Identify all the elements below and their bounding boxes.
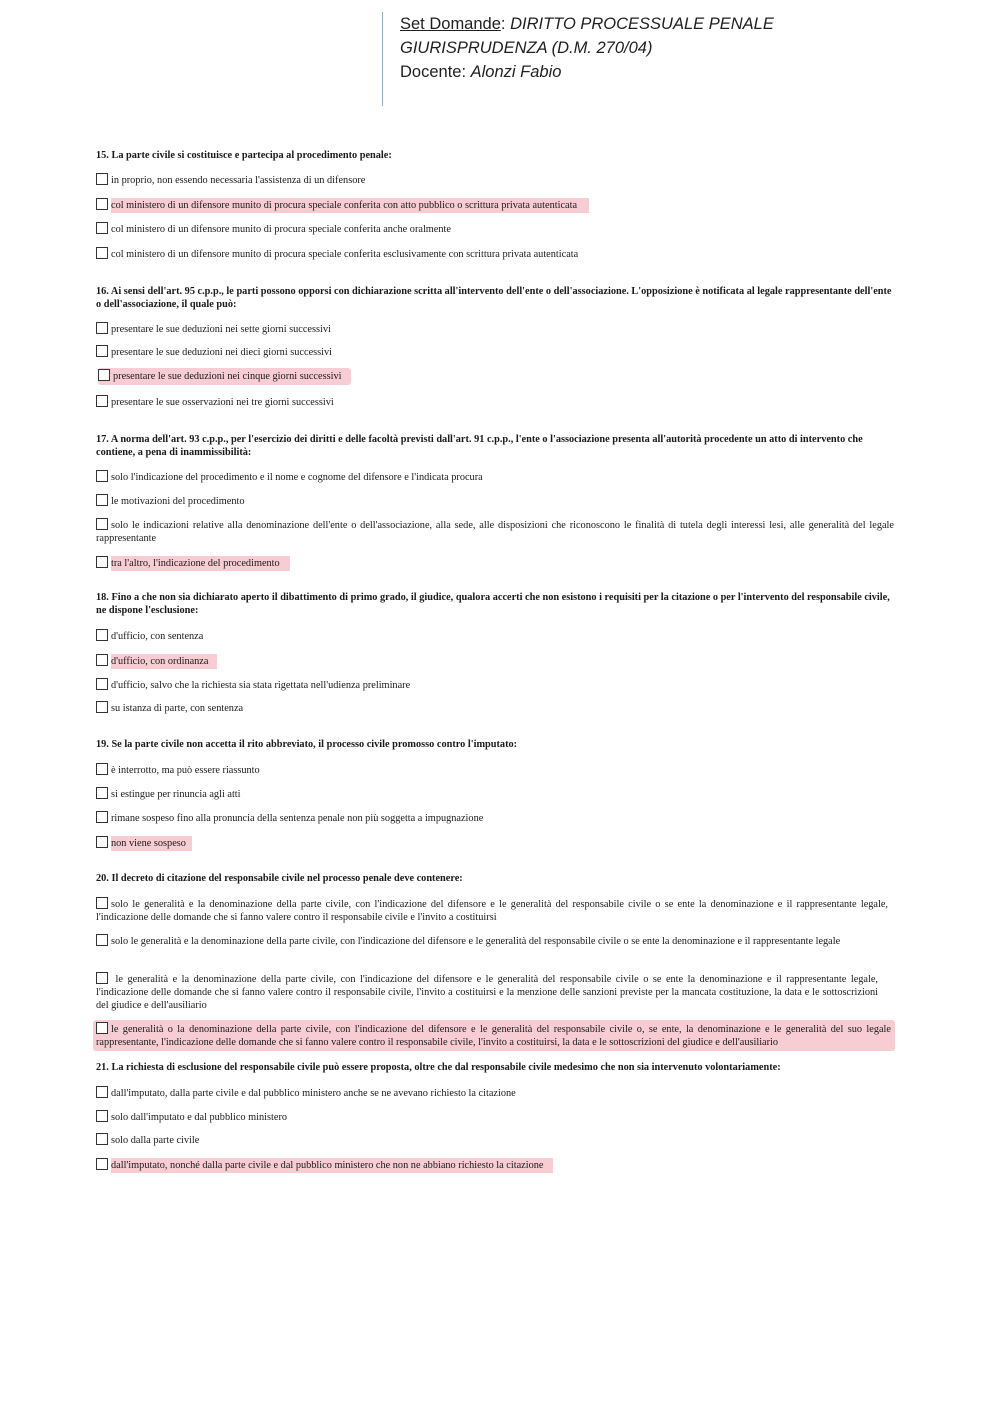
answer-checkbox[interactable] bbox=[96, 1133, 108, 1145]
document-header bbox=[382, 12, 774, 106]
answer-checkbox[interactable] bbox=[96, 787, 108, 799]
answer-option[interactable] bbox=[96, 322, 331, 336]
answer-option-correct[interactable] bbox=[96, 198, 589, 212]
answer-option[interactable] bbox=[96, 678, 410, 692]
answer-text: si estingue per rinuncia agli atti bbox=[111, 789, 241, 800]
question-16 bbox=[96, 285, 894, 311]
answer-text: col ministero di un difensore munito di procura speciale conferita anche oralmente bbox=[111, 224, 451, 235]
answer-option[interactable] bbox=[96, 173, 365, 187]
answer-text-highlighted: dall'imputato, nonché dalla parte civile e dal pubblico ministero che non ne abbiano richiesto la citazione bbox=[111, 1158, 553, 1173]
answer-checkbox[interactable] bbox=[96, 556, 108, 568]
answer-text: d'ufficio, con sentenza bbox=[111, 631, 204, 642]
answer-checkbox[interactable] bbox=[96, 811, 108, 823]
answer-text: d'ufficio, salvo che la richiesta sia stata rigettata nell'udienza preliminare bbox=[111, 680, 411, 691]
answer-text: solo l'indicazione del procedimento e il nome e cognome del difensore e l'indicata procura bbox=[111, 472, 483, 483]
answer-text-highlighted: col ministero di un difensore munito di procura speciale conferita con atto pubblico o scrittura privata autenticata bbox=[111, 198, 589, 213]
answer-option[interactable] bbox=[96, 811, 483, 825]
question-title: 18. Fino a che non sia dichiarato aperto il dibattimento di primo grado, il giudice, qualora accerti che non esistono i requisiti per la citazione o per l'intervento del responsabile civile, ne dispone l'esclusione: bbox=[96, 592, 890, 616]
answer-text: solo le indicazioni relative alla denominazione dell'ente o dell'associazione, alla sede, alle disposizioni che riconoscono le finalità di tutela degli interessi lesi, alle generalità del legale rappresentante bbox=[96, 520, 894, 544]
answer-option[interactable] bbox=[96, 629, 203, 643]
answer-checkbox[interactable] bbox=[96, 395, 108, 407]
answer-option-correct[interactable] bbox=[96, 654, 217, 668]
answer-option-correct[interactable] bbox=[98, 369, 351, 383]
answer-option[interactable] bbox=[96, 1086, 516, 1100]
answer-checkbox[interactable] bbox=[96, 763, 108, 775]
subject-line-2: GIURISPRUDENZA (D.M. 270/04) bbox=[400, 39, 653, 57]
answer-option[interactable] bbox=[96, 897, 888, 924]
docente-line bbox=[400, 60, 774, 84]
answer-text-highlighted: presentare le sue deduzioni nei cinque giorni successivi bbox=[113, 371, 342, 382]
answer-option[interactable] bbox=[96, 934, 888, 948]
answer-option-correct[interactable] bbox=[96, 556, 290, 570]
question-title: 17. A norma dell'art. 93 c.p.p., per l'esercizio dei diritti e delle facoltà previsti dall'art. 91 c.p.p., l'ente o l'associazione presenta all'autorità procedente un atto di intervento che contiene, a pena di inammissibilità: bbox=[96, 434, 863, 458]
answer-text: col ministero di un difensore munito di procura speciale conferita esclusivamente con scrittura privata autenticata bbox=[111, 249, 579, 260]
answer-checkbox[interactable] bbox=[96, 518, 108, 530]
answer-text: presentare le sue osservazioni nei tre giorni successivi bbox=[111, 397, 334, 408]
answer-checkbox[interactable] bbox=[96, 972, 108, 984]
answer-text: dall'imputato, dalla parte civile e dal pubblico ministero anche se ne avevano richiesto la citazione bbox=[111, 1088, 516, 1099]
answer-text: presentare le sue deduzioni nei dieci giorni successivi bbox=[111, 347, 333, 358]
question-title: 19. Se la parte civile non accetta il rito abbreviato, il processo civile promosso contro l'imputato: bbox=[96, 739, 518, 750]
answer-option[interactable] bbox=[96, 518, 894, 545]
answer-checkbox[interactable] bbox=[96, 470, 108, 482]
answer-checkbox[interactable] bbox=[96, 247, 108, 259]
answer-checkbox[interactable] bbox=[96, 1086, 108, 1098]
answer-checkbox[interactable] bbox=[96, 1022, 108, 1034]
subject-line bbox=[400, 36, 774, 60]
answer-checkbox[interactable] bbox=[96, 701, 108, 713]
docente-label: Docente: bbox=[400, 63, 471, 81]
answer-text: presentare le sue deduzioni nei sette giorni successivi bbox=[111, 324, 331, 335]
answer-checkbox[interactable] bbox=[96, 222, 108, 234]
answer-checkbox[interactable] bbox=[96, 1158, 108, 1170]
answer-text-highlighted: non viene sospeso bbox=[111, 836, 192, 851]
question-18 bbox=[96, 591, 894, 617]
answer-checkbox[interactable] bbox=[96, 198, 108, 210]
set-separator: : bbox=[500, 15, 511, 33]
answer-checkbox[interactable] bbox=[96, 1110, 108, 1122]
answer-text: solo le generalità e la denominazione della parte civile, con l'indicazione del difensore e le generalità del responsabile civile o se ente la denominazione e il rappresentante legale bbox=[111, 936, 841, 947]
question-title: 20. Il decreto di citazione del responsabile civile nel processo penale deve contenere: bbox=[96, 873, 463, 884]
answer-text: su istanza di parte, con sentenza bbox=[111, 703, 244, 714]
answer-checkbox[interactable] bbox=[96, 897, 108, 909]
question-title: 21. La richiesta di esclusione del responsabile civile può essere proposta, oltre che dal responsabile civile medesimo che non sia intervenuto volontariamente: bbox=[96, 1062, 781, 1073]
answer-option[interactable] bbox=[96, 1110, 287, 1124]
answer-text: è interrotto, ma può essere riassunto bbox=[111, 765, 260, 776]
docente-name: Alonzi Fabio bbox=[470, 63, 562, 81]
answer-text: solo dall'imputato e dal pubblico ministero bbox=[111, 1112, 288, 1123]
answer-text-highlighted: le generalità o la denominazione della parte civile, con l'indicazione del difensore e le generalità del responsabile civile o, se ente, la denominazione e le generalità del suo legale rappresentante, l'indicazione delle domande che si fanno valere contro il responsabile civile, l'invito a costituirsi, la data e le sottoscrizioni del giudice e dell'ausiliario bbox=[96, 1024, 891, 1048]
answer-checkbox[interactable] bbox=[96, 345, 108, 357]
answer-text-highlighted: tra l'altro, l'indicazione del procedimento bbox=[111, 556, 290, 571]
answer-text: solo dalla parte civile bbox=[111, 1135, 200, 1146]
answer-checkbox[interactable] bbox=[96, 678, 108, 690]
subject-line-1: DIRITTO PROCESSUALE PENALE bbox=[510, 15, 774, 33]
answer-checkbox[interactable] bbox=[96, 322, 108, 334]
question-19 bbox=[96, 738, 894, 751]
question-17 bbox=[96, 433, 894, 459]
answer-option[interactable] bbox=[96, 972, 878, 1012]
answer-option[interactable] bbox=[96, 395, 334, 409]
question-title: 16. Ai sensi dell'art. 95 c.p.p., le parti possono opporsi con dichiarazione scritta all'intervento dell'ente o dell'associazione. L'opposizione è notificata al legale rappresentante dell'ente o dell'associazione, il quale può: bbox=[96, 286, 892, 310]
answer-option-correct[interactable] bbox=[96, 1158, 553, 1172]
answer-option[interactable] bbox=[96, 763, 260, 777]
answer-option[interactable] bbox=[96, 470, 483, 484]
answer-option[interactable] bbox=[96, 1133, 199, 1147]
answer-checkbox[interactable] bbox=[96, 654, 108, 666]
answer-option[interactable] bbox=[96, 222, 451, 236]
answer-option[interactable] bbox=[96, 345, 332, 359]
answer-checkbox[interactable] bbox=[96, 173, 108, 185]
answer-checkbox[interactable] bbox=[96, 629, 108, 641]
answer-checkbox[interactable] bbox=[98, 369, 110, 381]
question-20 bbox=[96, 872, 894, 885]
answer-checkbox[interactable] bbox=[96, 934, 108, 946]
answer-text-highlighted: d'ufficio, con ordinanza bbox=[111, 654, 217, 669]
answer-option[interactable] bbox=[96, 787, 241, 801]
question-title: 15. La parte civile si costituisce e partecipa al procedimento penale: bbox=[96, 150, 392, 161]
answer-option[interactable] bbox=[96, 701, 243, 715]
set-line bbox=[400, 12, 774, 36]
answer-text: rimane sospeso fino alla pronuncia della sentenza penale non più soggetta a impugnazione bbox=[111, 813, 484, 824]
answer-option-correct[interactable] bbox=[93, 1020, 895, 1051]
question-21 bbox=[96, 1061, 894, 1074]
answer-checkbox[interactable] bbox=[96, 494, 108, 506]
answer-option[interactable] bbox=[96, 247, 578, 261]
answer-highlight bbox=[98, 368, 351, 385]
answer-text: le motivazioni del procedimento bbox=[111, 496, 245, 507]
answer-option[interactable] bbox=[96, 494, 245, 508]
set-label: Set Domande bbox=[400, 15, 501, 33]
answer-text: le generalità e la denominazione della parte civile, con l'indicazione del difensore e le generalità del responsabile civile o se ente la denominazione e il rappresentante legale, l'indicazione delle domande che si fanno valere contro il responsabile civile, l'invito a costituirsi e la menzione delle sanzioni previste per la mancata costituzione, la data e le sottoscrizioni del giudice e dell'ausiliario bbox=[96, 974, 878, 1011]
answer-option-correct[interactable] bbox=[96, 836, 192, 850]
question-15 bbox=[96, 149, 894, 162]
answer-text: solo le generalità e la denominazione della parte civile, con l'indicazione del difensore e le generalità del responsabile civile o se ente la denominazione e il rappresentante legale, l'indicazione delle domande che si fanno valere contro il responsabile civile e l'invito a costituirsi bbox=[96, 899, 888, 923]
answer-text: in proprio, non essendo necessaria l'assistenza di un difensore bbox=[111, 175, 366, 186]
answer-checkbox[interactable] bbox=[96, 836, 108, 848]
